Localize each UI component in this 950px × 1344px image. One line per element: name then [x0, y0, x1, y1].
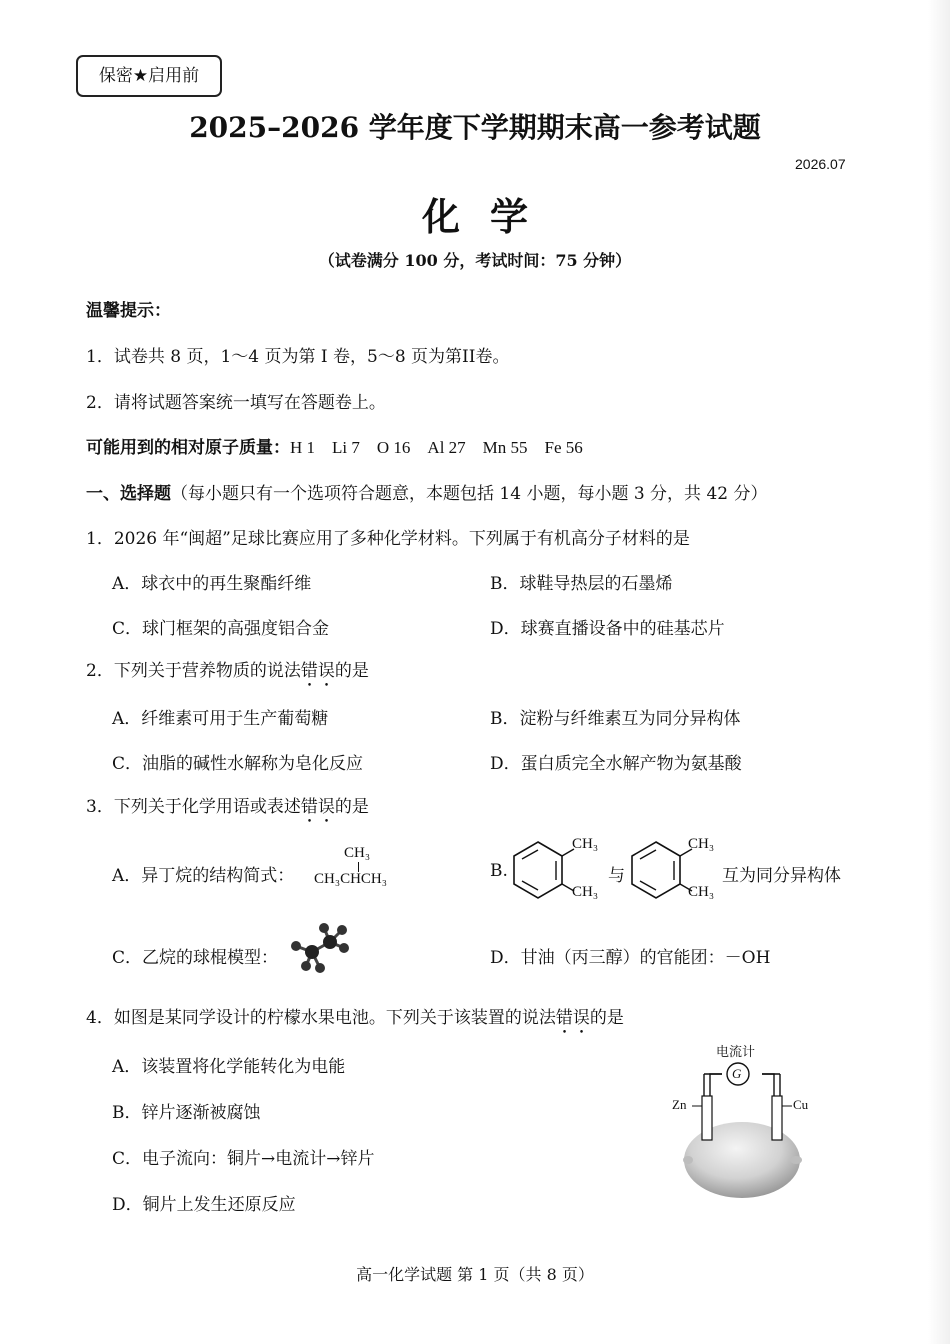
- q1-option-d: D．球赛直播设备中的硅基芯片: [490, 619, 725, 639]
- q1-option-b: B．球鞋导热层的石墨烯: [490, 574, 673, 594]
- lemon-battery-figure: [668, 1056, 818, 1200]
- tips-heading: 温馨提示：: [86, 301, 171, 321]
- q4-option-c: C．电子流向：铜片→电流计→锌片: [112, 1149, 375, 1169]
- q3-option-c-label: C．乙烷的球棍模型：: [112, 948, 279, 968]
- q3-b-with: 与: [608, 866, 625, 886]
- q4-option-b: B．锌片逐渐被腐蚀: [112, 1103, 261, 1123]
- tip-item-1: 1．试卷共 8 页，1～4 页为第 I 卷，5～8 页为第II卷。: [86, 347, 510, 367]
- q3-b-ch3-1: CH₃: [572, 836, 599, 852]
- q3-b-ch3-4: CH₃: [688, 884, 715, 900]
- confidential-badge: 保密★启用前: [76, 55, 222, 97]
- q2-option-a: A．纤维素可用于生产葡萄糖: [112, 709, 329, 729]
- q4-stem-post: 的是: [589, 1008, 624, 1028]
- section1-header: [86, 479, 768, 504]
- q2-option-d: D．蛋白质完全水解产物为氨基酸: [490, 754, 742, 774]
- atomic-mass-values: H 1 Li 7 O 16 Al 27 Mn 55 Fe 56: [290, 438, 583, 457]
- q2-stem-post: 的是: [334, 661, 369, 681]
- q2-stem-emphasis: 错误: [300, 661, 335, 681]
- q4-stem-pre: 4．如图是某同学设计的柠檬水果电池。下列关于该装置的说法: [86, 1008, 556, 1028]
- section1-title: 一、选择题: [86, 484, 171, 504]
- q3-stem-post: 的是: [334, 797, 369, 817]
- q2-stem-pre: 2．下列关于营养物质的说法: [86, 661, 301, 681]
- q1-option-a: A．球衣中的再生聚酯纤维: [112, 574, 312, 594]
- q4-option-a: A．该装置将化学能转化为电能: [112, 1057, 346, 1077]
- subject-title: 化学: [421, 195, 558, 239]
- q3-stem: [86, 792, 369, 827]
- q3-formula-main: CH₃CHCH₃: [314, 871, 387, 887]
- tip-item-2: 2．请将试题答案统一填写在答题卷上。: [86, 393, 386, 413]
- zn-electrode: [702, 1096, 712, 1140]
- q4-stem-emphasis: 错误: [555, 1008, 590, 1028]
- ethane-ball-stick-model-icon: [286, 918, 356, 978]
- page-footer: 高一化学试题 第 1 页（共 8 页）: [356, 1265, 594, 1284]
- exam-title: 2025–2026 学年度下学期期末高一参考试题: [189, 111, 761, 144]
- fig-zn-label: Zn: [672, 1097, 687, 1112]
- q2-option-c: C．油脂的碱性水解称为皂化反应: [112, 754, 364, 774]
- q3-option-a-label: A．异丁烷的结构简式：: [112, 866, 295, 886]
- fig-g-label: G: [732, 1066, 742, 1081]
- q4-stem: [86, 1003, 624, 1038]
- scan-edge-shadow: [928, 0, 950, 1344]
- cu-electrode: [772, 1096, 782, 1140]
- q3-stem-emphasis: 错误: [300, 797, 335, 817]
- q3-b-ch3-2: CH₃: [572, 884, 599, 900]
- q4-option-d: D．铜片上发生还原反应: [112, 1195, 296, 1215]
- q2-option-b: B．淀粉与纤维素互为同分异构体: [490, 709, 741, 729]
- q3-formula-top: CH₃: [344, 845, 371, 861]
- q3-stem-pre: 3．下列关于化学用语或表述: [86, 797, 301, 817]
- fig-meter-label: 电流计: [716, 1045, 756, 1060]
- atomic-mass-line: [86, 433, 583, 458]
- exam-date: 2026.07: [795, 156, 846, 172]
- q2-stem: [86, 656, 369, 691]
- q3-option-d: D．甘油（丙三醇）的官能团：－OH: [490, 948, 771, 968]
- q1-option-c: C．球门框架的高强度铝合金: [112, 619, 330, 639]
- section1-desc: （每小题只有一个选项符合题意，本题包括 14 小题，每小题 3 分，共 42 分）: [171, 484, 768, 504]
- q3-b-ch3-3: CH₃: [688, 836, 715, 852]
- fig-cu-label: Cu: [793, 1097, 809, 1112]
- atomic-mass-label: 可能用到的相对原子质量：: [86, 438, 290, 458]
- q1-stem: 1．2026 年“闽超”足球比赛应用了多种化学材料。下列属于有机高分子材料的是: [86, 529, 690, 549]
- q3-option-b-label: B.: [490, 861, 508, 881]
- q3-b-tail: 互为同分异构体: [722, 866, 841, 886]
- exam-info: （试卷满分 100 分，考试时间：75 分钟）: [318, 251, 632, 270]
